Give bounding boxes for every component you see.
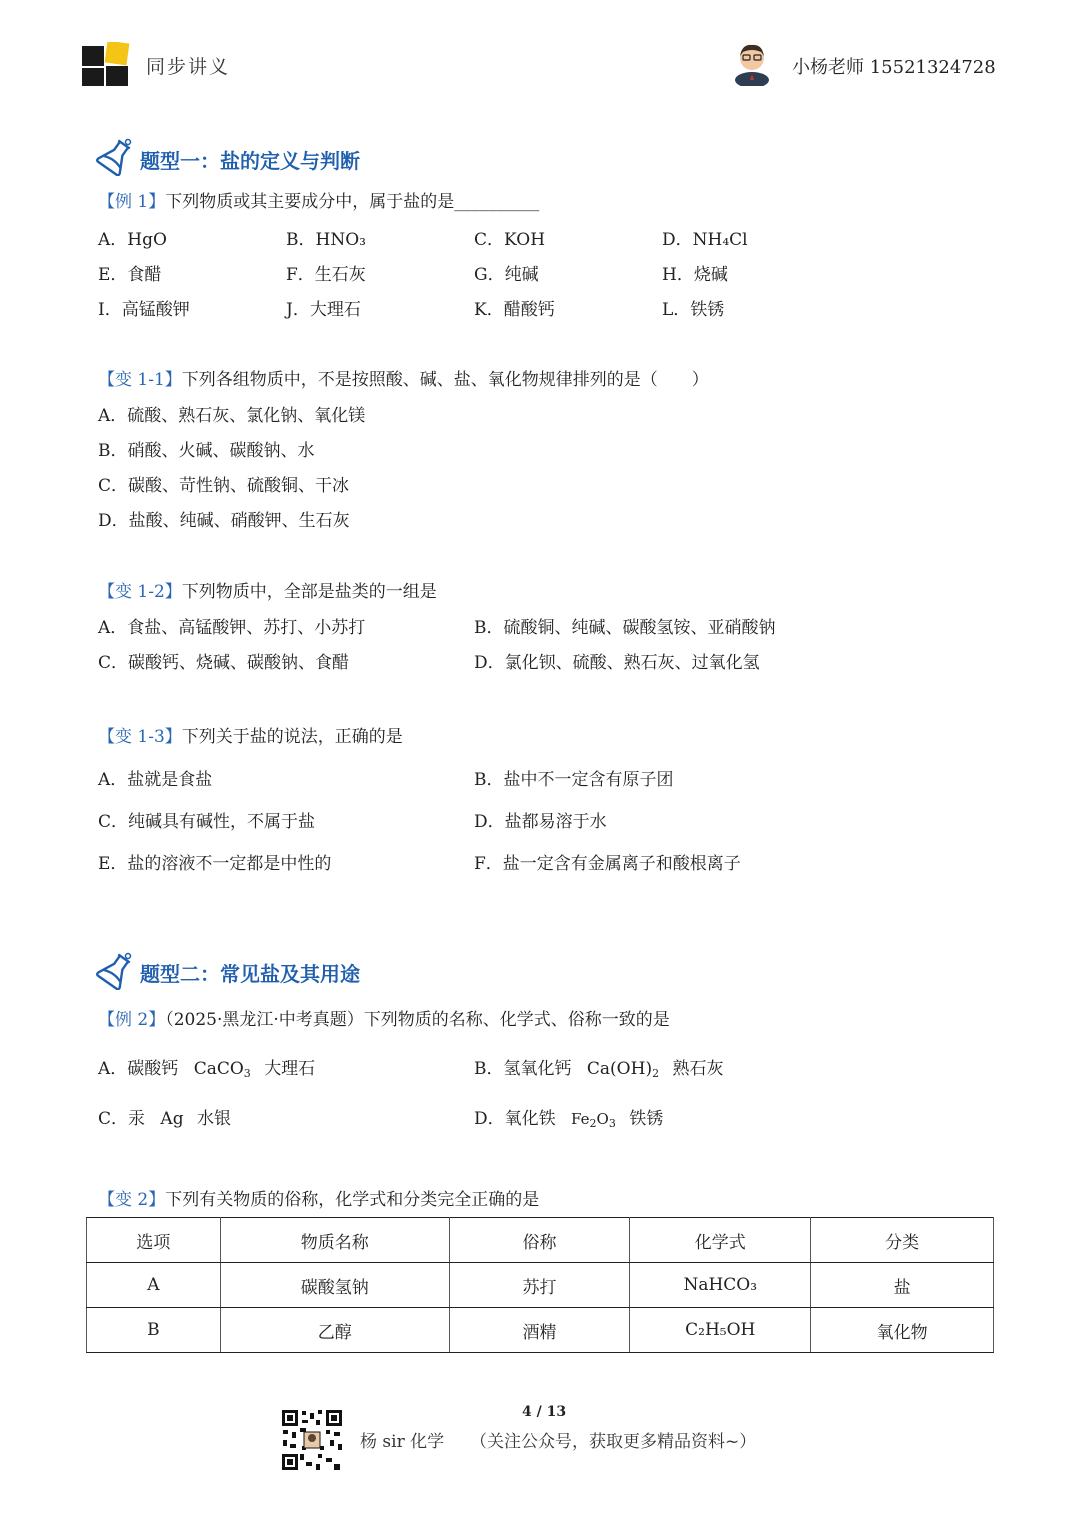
table-header-row xyxy=(87,1218,994,1263)
v11-stem: 下列各组物质中，不是按照酸、碱、盐、氧化物规律排列的是（ ） xyxy=(181,370,709,390)
table-cell: 碳酸氢钠 xyxy=(220,1263,449,1308)
table-cell: 氧化物 xyxy=(811,1308,994,1353)
table-cell: NaHCO₃ xyxy=(630,1263,811,1308)
ex2-d-formula: $Fe_2O_3$ xyxy=(571,1110,616,1130)
v12-stem: 下列物质中，全部是盐类的一组是 xyxy=(181,582,437,602)
table-cell: A xyxy=(87,1263,221,1308)
ex1-option-e: E．食醋 xyxy=(98,265,162,285)
ex1-option-d: D．NH₄Cl xyxy=(662,230,748,250)
v2-question xyxy=(98,1188,539,1212)
ex1-option-k: K．醋酸钙 xyxy=(474,300,555,320)
ex2-option-b xyxy=(474,1057,723,1086)
table-header-cell: 选项 xyxy=(87,1218,221,1263)
ex2-b-label: B．氢氧化钙 xyxy=(474,1059,572,1079)
v11-option-b: B．硝酸、火碱、碳酸钠、水 xyxy=(98,441,315,461)
v11-option-a: A．硫酸、熟石灰、氯化钠、氧化镁 xyxy=(98,406,366,426)
v13-option-a: A．盐就是食盐 xyxy=(98,770,213,790)
ex1-tag: 【例 1】 xyxy=(98,192,166,212)
table-cell: B xyxy=(87,1308,221,1353)
ex1-option-j: J．大理石 xyxy=(286,300,361,320)
v12-option-c: C．碳酸钙、烧碱、碳酸钠、食醋 xyxy=(98,653,350,673)
footer-brand: 杨 sir 化学 xyxy=(360,1432,445,1452)
section2-title: 题型二：常见盐及其用途 xyxy=(140,962,360,986)
ex2-a-name: 大理石 xyxy=(264,1059,316,1079)
v12-option-d: D．氯化钡、硫酸、熟石灰、过氧化氢 xyxy=(474,653,760,673)
ex2-c-formula: Ag xyxy=(160,1109,184,1129)
ex2-option-a xyxy=(98,1057,315,1086)
ex1-option-b: B．HNO₃ xyxy=(286,230,366,250)
table-row xyxy=(87,1263,994,1308)
ex1-option-a: A．HgO xyxy=(98,230,167,250)
logo xyxy=(80,42,136,88)
table-row xyxy=(87,1308,994,1353)
page-number: 4 / 13 xyxy=(522,1404,567,1420)
v11-option-c: C．碳酸、苛性钠、硫酸铜、干冰 xyxy=(98,476,350,496)
footer-note: （关注公众号，获取更多精品资料~） xyxy=(470,1432,757,1452)
ex2-question xyxy=(98,1008,670,1032)
ex2-c-label: C．汞 xyxy=(98,1109,146,1129)
ex1-option-l: L．铁锈 xyxy=(662,300,725,320)
v13-option-e: E．盐的溶液不一定都是中性的 xyxy=(98,854,332,874)
ex1-option-f: F．生石灰 xyxy=(286,265,366,285)
v13-tag: 【变 1-3】 xyxy=(98,727,182,747)
table-header-cell: 化学式 xyxy=(630,1218,811,1263)
ex2-b-name: 熟石灰 xyxy=(672,1059,724,1079)
v13-option-b: B．盐中不一定含有原子团 xyxy=(474,770,674,790)
v12-option-a: A．食盐、高锰酸钾、苏打、小苏打 xyxy=(98,618,366,638)
v13-option-f: F．盐一定含有金属离子和酸根离子 xyxy=(474,854,741,874)
ex1-option-i: I．高锰酸钾 xyxy=(98,300,190,320)
header-title: 同步讲义 xyxy=(146,56,231,78)
table-cell: 乙醇 xyxy=(220,1308,449,1353)
v12-option-b: B．硫酸铜、纯碱、碳酸氢铵、亚硝酸钠 xyxy=(474,618,776,638)
table-header-cell: 分类 xyxy=(811,1218,994,1263)
table-cell: 酒精 xyxy=(449,1308,630,1353)
flask-icon xyxy=(96,136,136,176)
table-header-cell: 俗称 xyxy=(449,1218,630,1263)
ex1-question xyxy=(98,190,539,214)
ex1-option-c: C．KOH xyxy=(474,230,546,250)
ex2-c-name: 水银 xyxy=(197,1109,231,1129)
v11-question xyxy=(98,368,709,392)
section1-title: 题型一：盐的定义与判断 xyxy=(140,149,360,173)
v13-question xyxy=(98,725,403,749)
flask-icon xyxy=(96,950,136,990)
v11-tag: 【变 1-1】 xyxy=(98,370,182,390)
table-header-cell: 物质名称 xyxy=(220,1218,449,1263)
ex1-option-g: G．纯碱 xyxy=(474,265,539,285)
v12-tag: 【变 1-2】 xyxy=(98,582,182,602)
ex2-d-name: 铁锈 xyxy=(629,1109,664,1129)
ex2-a-label: A．碳酸钙 xyxy=(98,1059,179,1079)
ex2-d-label: D．氧化铁 xyxy=(474,1109,556,1129)
v13-option-d: D．盐都易溶于水 xyxy=(474,812,607,832)
ex2-option-c xyxy=(98,1107,231,1131)
table-cell: 苏打 xyxy=(449,1263,630,1308)
teacher-contact: 小杨老师 15521324728 xyxy=(792,57,996,78)
v2-tag: 【变 2】 xyxy=(98,1190,166,1210)
ex2-a-formula: CaCO$_3$ xyxy=(193,1059,251,1080)
ex1-stem: 下列物质或其主要成分中，属于盐的是__________ xyxy=(165,192,540,212)
ex2-b-formula: $Ca(OH)_2$ xyxy=(586,1059,660,1080)
v2-table xyxy=(86,1217,994,1353)
qr-code-icon xyxy=(280,1408,344,1472)
ex2-tag: 【例 2】 xyxy=(98,1010,166,1030)
ex2-option-d xyxy=(474,1107,663,1136)
ex1-option-h: H．烧碱 xyxy=(662,265,728,285)
v13-option-c: C．纯碱具有碱性，不属于盐 xyxy=(98,812,316,832)
v12-question xyxy=(98,580,437,604)
v11-option-d: D．盐酸、纯碱、硝酸钾、生石灰 xyxy=(98,511,350,531)
avatar-icon xyxy=(730,40,774,86)
v13-stem: 下列关于盐的说法，正确的是 xyxy=(181,727,403,747)
table-cell: 盐 xyxy=(811,1263,994,1308)
ex2-stem: （2025·黑龙江·中考真题）下列物质的名称、化学式、俗称一致的是 xyxy=(165,1010,670,1030)
table-cell: C₂H₅OH xyxy=(630,1308,811,1353)
v2-stem: 下列有关物质的俗称，化学式和分类完全正确的是 xyxy=(165,1190,540,1210)
